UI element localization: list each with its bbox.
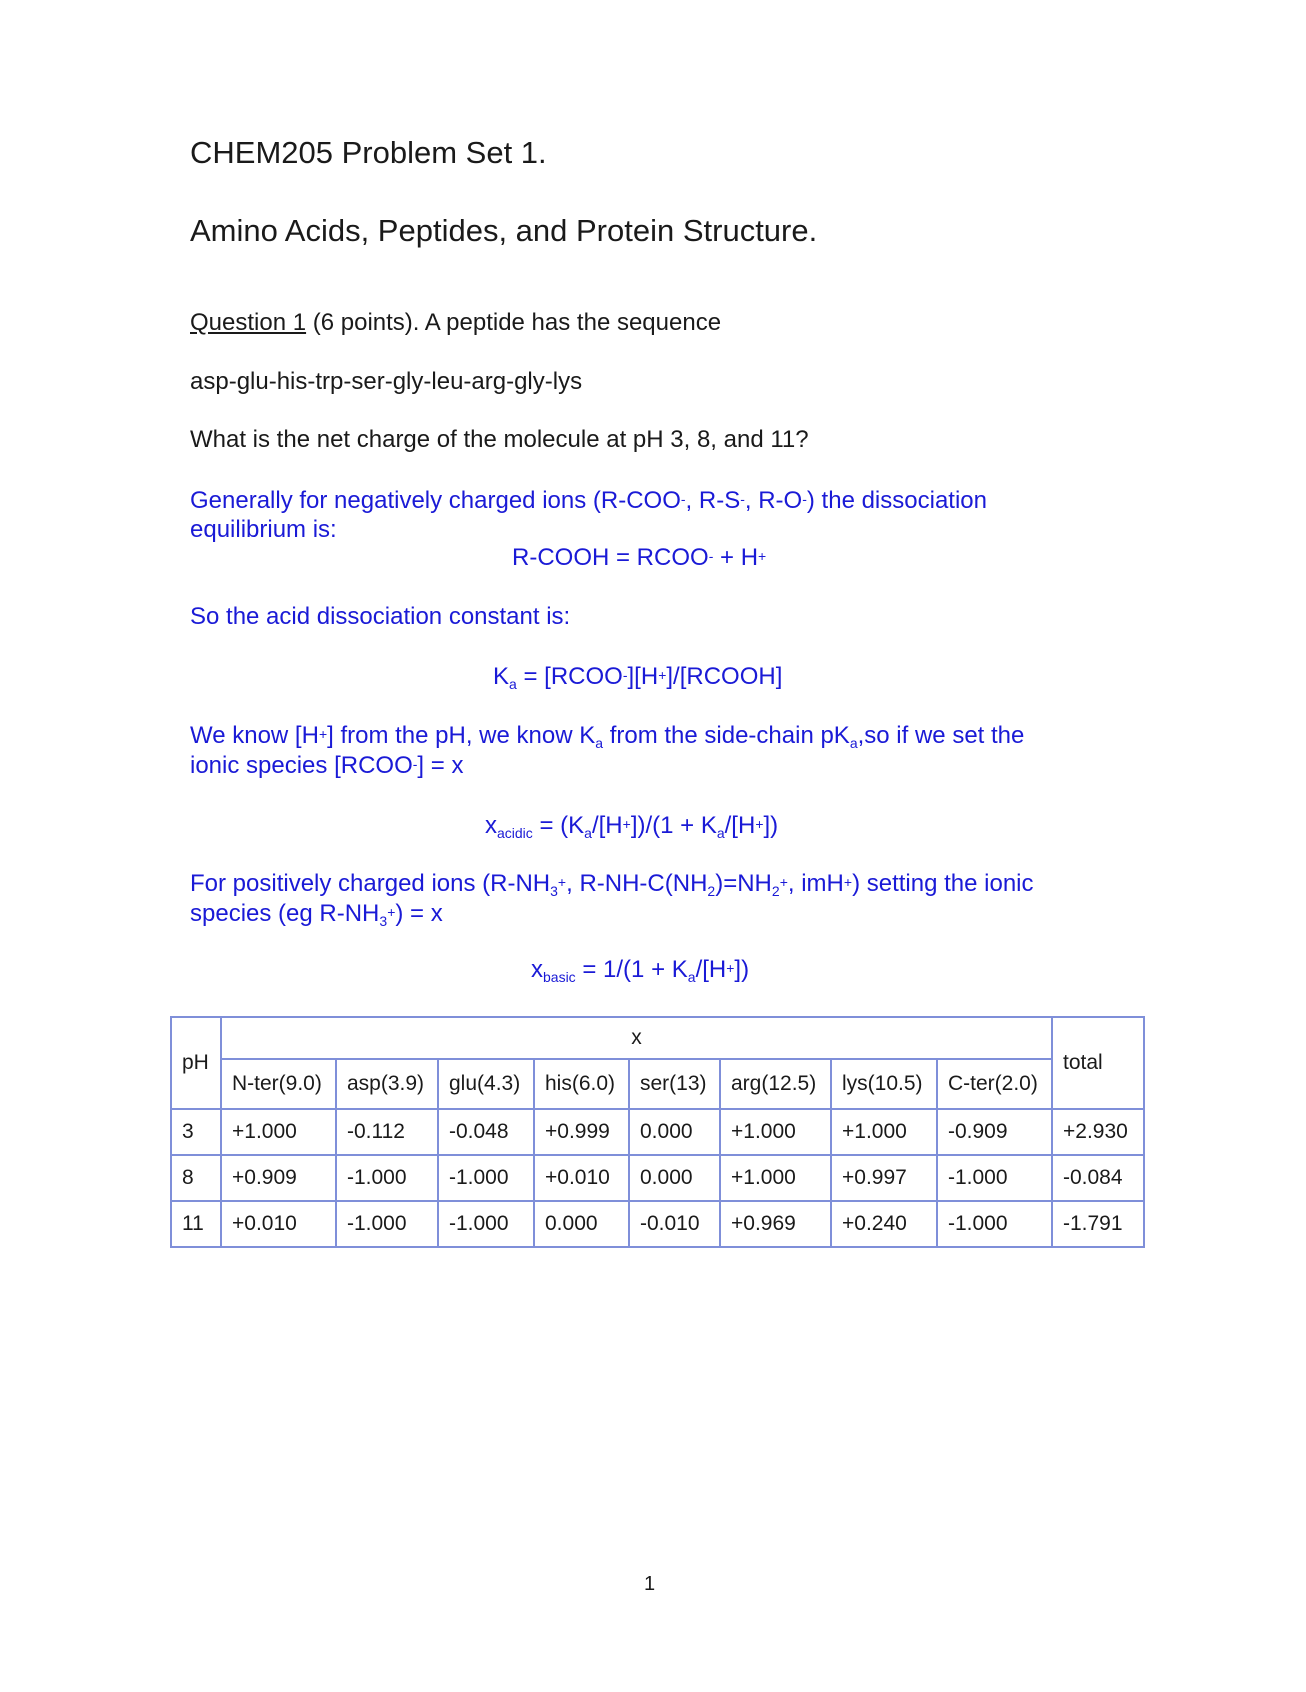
column-header: ser(13) [629, 1059, 720, 1109]
column-header: C-ter(2.0) [937, 1059, 1052, 1109]
column-header: glu(4.3) [438, 1059, 534, 1109]
column-header: N-ter(9.0) [221, 1059, 336, 1109]
value-cell: +0.997 [831, 1155, 937, 1201]
value-cell: +0.999 [534, 1109, 629, 1155]
ph-cell: 11 [171, 1201, 221, 1247]
value-cell: -0.048 [438, 1109, 534, 1155]
question-prompt: What is the net charge of the molecule at pH 3, 8, and 11? [190, 426, 809, 453]
table-row [171, 1109, 1144, 1155]
value-cell: +0.010 [534, 1155, 629, 1201]
ph-cell: 8 [171, 1155, 221, 1201]
negative-ions-intro: Generally for negatively charged ions (R-COO-, R-S-, R-O-) the dissociation [190, 487, 987, 514]
value-cell: -0.112 [336, 1109, 438, 1155]
value-cell: +1.000 [221, 1109, 336, 1155]
value-cell: +1.000 [720, 1109, 831, 1155]
value-cell: +0.010 [221, 1201, 336, 1247]
x-header: x [221, 1017, 1052, 1059]
value-cell: 0.000 [534, 1201, 629, 1247]
positive-ions-intro-line2: species (eg $R-NH_3^+) = x$ [190, 900, 443, 929]
total-header: total [1052, 1017, 1144, 1109]
positive-ions-intro: For positively charged ions ($R-NH_3^+$, $R-NH-C(NH_2)=NH_2^+$, imH+) setting the ionic [190, 870, 1034, 899]
value-cell: 0.000 [629, 1109, 720, 1155]
value-cell: -1.000 [336, 1155, 438, 1201]
document-subtitle: Amino Acids, Peptides, and Protein Structure. [190, 213, 818, 248]
charge-table [170, 1016, 1145, 1248]
question-line [190, 309, 721, 337]
question-label: Question 1 [190, 309, 307, 336]
question-points: (6 points). A peptide has the sequence [306, 309, 722, 336]
column-header: lys(10.5) [831, 1059, 937, 1109]
x-acidic-equation: $x_{acidic} = (K_a/[H^+])/(1 + K_a/[H^+])$ [485, 812, 779, 841]
value-cell: -1.000 [336, 1201, 438, 1247]
table-column-row [171, 1059, 1144, 1109]
value-cell: +0.240 [831, 1201, 937, 1247]
value-cell: +1.000 [831, 1109, 937, 1155]
value-cell: -0.909 [937, 1109, 1052, 1155]
value-cell: +1.000 [720, 1155, 831, 1201]
total-cell: +2.930 [1052, 1109, 1144, 1155]
ph-header: pH [171, 1017, 221, 1109]
value-cell: -1.000 [937, 1155, 1052, 1201]
ka-equation: $K_a$ = [RCOO-][H+]/[RCOOH] [493, 663, 783, 692]
know-statement-line2: ionic species [RCOO-] = x [190, 752, 464, 779]
dissociation-equation: R-COOH = RCOO- + H+ [512, 544, 767, 571]
column-header: arg(12.5) [720, 1059, 831, 1109]
total-cell: -0.084 [1052, 1155, 1144, 1201]
ph-cell: 3 [171, 1109, 221, 1155]
table-row [171, 1201, 1144, 1247]
x-basic-equation: $x_{basic} = 1/(1 + K_a/[H^+])$ [531, 956, 750, 985]
peptide-sequence: asp-glu-his-trp-ser-gly-leu-arg-gly-lys [190, 368, 583, 395]
know-statement: We know [H+] from the pH, we know $K_a$ from the side-chain $pK_a,so$ if we set the [190, 722, 1025, 751]
value-cell: 0.000 [629, 1155, 720, 1201]
total-cell: -1.791 [1052, 1201, 1144, 1247]
negative-ions-intro-line2: equilibrium is: [190, 516, 337, 543]
page-number: 1 [644, 1573, 656, 1595]
value-cell: +0.909 [221, 1155, 336, 1201]
table-row [171, 1155, 1144, 1201]
value-cell: -1.000 [937, 1201, 1052, 1247]
value-cell: -1.000 [438, 1155, 534, 1201]
table-header-row [171, 1017, 1144, 1059]
column-header: asp(3.9) [336, 1059, 438, 1109]
document-title: CHEM205 Problem Set 1. [190, 135, 547, 170]
ka-intro: So the acid dissociation constant is: [190, 603, 571, 630]
value-cell: -1.000 [438, 1201, 534, 1247]
value-cell: +0.969 [720, 1201, 831, 1247]
column-header: his(6.0) [534, 1059, 629, 1109]
value-cell: -0.010 [629, 1201, 720, 1247]
